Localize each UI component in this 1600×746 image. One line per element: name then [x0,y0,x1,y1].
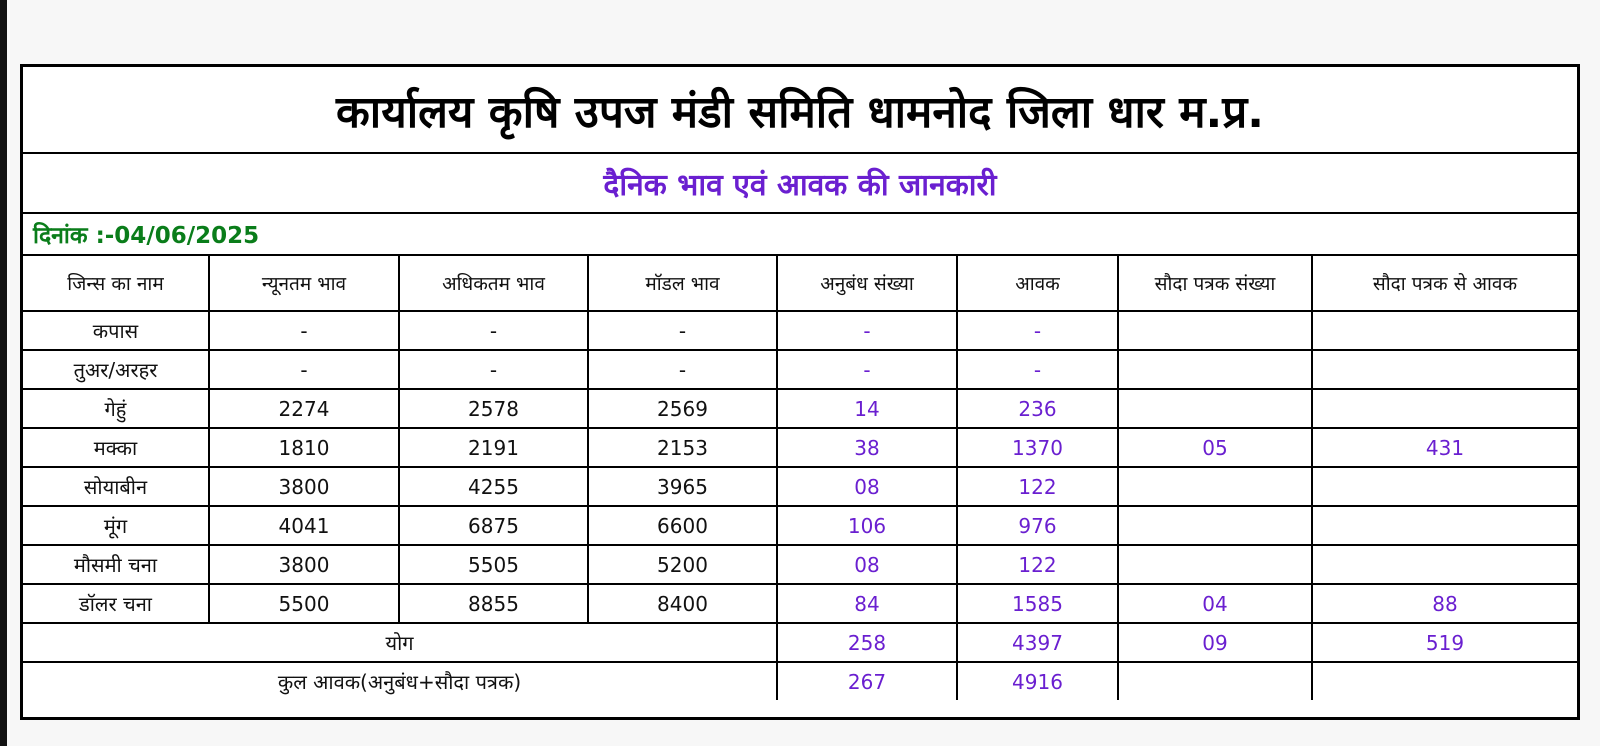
arrival: 122 [957,545,1118,584]
total-deal-count: 09 [1118,623,1312,662]
max-price: 5505 [399,545,588,584]
commodity-name: डॉलर चना [23,584,209,623]
table-row [23,311,1577,350]
max-price: 6875 [399,506,588,545]
contract-count: 14 [777,389,957,428]
model-price: 2569 [588,389,777,428]
min-price: - [209,311,399,350]
table-row [23,389,1577,428]
commodity-name: तुअर/अरहर [23,350,209,389]
col-header-model-price: मॉडल भाव [588,256,777,311]
deal-arrival [1312,506,1577,545]
deal-arrival [1312,467,1577,506]
contract-count: 84 [777,584,957,623]
arrival: - [957,311,1118,350]
arrival: 122 [957,467,1118,506]
commodity-name: मक्का [23,428,209,467]
min-price: - [209,350,399,389]
contract-count: 08 [777,545,957,584]
table-row [23,428,1577,467]
arrival: 1585 [957,584,1118,623]
arrival: 1370 [957,428,1118,467]
deal-count [1118,506,1312,545]
max-price: 2191 [399,428,588,467]
grand-total-deal-count [1118,662,1312,700]
arrival: - [957,350,1118,389]
min-price: 1810 [209,428,399,467]
grand-total-deal-arrival [1312,662,1577,700]
grand-total-row [23,662,1577,700]
deal-count [1118,389,1312,428]
col-header-commodity: जिन्स का नाम [23,256,209,311]
max-price: 4255 [399,467,588,506]
deal-arrival [1312,311,1577,350]
table-row [23,506,1577,545]
deal-count: 04 [1118,584,1312,623]
total-contract-count: 258 [777,623,957,662]
commodity-name: मौसमी चना [23,545,209,584]
deal-arrival [1312,389,1577,428]
total-arrival: 4397 [957,623,1118,662]
commodity-name: कपास [23,311,209,350]
deal-count [1118,467,1312,506]
table-row [23,545,1577,584]
min-price: 3800 [209,545,399,584]
deal-arrival [1312,350,1577,389]
total-row [23,623,1577,662]
contract-count: - [777,311,957,350]
col-header-arrival: आवक [957,256,1118,311]
max-price: - [399,311,588,350]
contract-count: 106 [777,506,957,545]
rate-sheet [20,64,1580,720]
report-subtitle: दैनिक भाव एवं आवक की जानकारी [23,154,1577,214]
header-row [23,256,1577,311]
col-header-min-price: न्यूनतम भाव [209,256,399,311]
model-price: 5200 [588,545,777,584]
left-edge-bar [0,0,7,746]
model-price: - [588,311,777,350]
deal-arrival: 88 [1312,584,1577,623]
rates-table [23,256,1577,700]
arrival: 976 [957,506,1118,545]
max-price: - [399,350,588,389]
contract-count: 38 [777,428,957,467]
commodity-name: मूंग [23,506,209,545]
min-price: 5500 [209,584,399,623]
deal-count [1118,350,1312,389]
deal-count [1118,545,1312,584]
contract-count: 08 [777,467,957,506]
deal-arrival: 431 [1312,428,1577,467]
col-header-max-price: अधिकतम भाव [399,256,588,311]
model-price: 8400 [588,584,777,623]
grand-total-contract-count: 267 [777,662,957,700]
col-header-contract-count: अनुबंध संख्या [777,256,957,311]
model-price: 2153 [588,428,777,467]
max-price: 2578 [399,389,588,428]
model-price: 6600 [588,506,777,545]
table-row [23,467,1577,506]
commodity-name: सोयाबीन [23,467,209,506]
report-date: दिनांक :-04/06/2025 [23,214,1577,256]
deal-count: 05 [1118,428,1312,467]
deal-arrival [1312,545,1577,584]
min-price: 2274 [209,389,399,428]
total-label: योग [23,623,777,662]
model-price: - [588,350,777,389]
table-row [23,584,1577,623]
col-header-deal-arrival: सौदा पत्रक से आवक [1312,256,1577,311]
col-header-deal-count: सौदा पत्रक संख्या [1118,256,1312,311]
min-price: 4041 [209,506,399,545]
table-row [23,350,1577,389]
grand-total-arrival: 4916 [957,662,1118,700]
grand-total-label: कुल आवक(अनुबंध+सौदा पत्रक) [23,662,777,700]
contract-count: - [777,350,957,389]
min-price: 3800 [209,467,399,506]
arrival: 236 [957,389,1118,428]
office-title: कार्यालय कृषि उपज मंडी समिति धामनोद जिला धार म.प्र. [23,67,1577,154]
total-deal-arrival: 519 [1312,623,1577,662]
deal-count [1118,311,1312,350]
model-price: 3965 [588,467,777,506]
commodity-name: गेहुं [23,389,209,428]
max-price: 8855 [399,584,588,623]
